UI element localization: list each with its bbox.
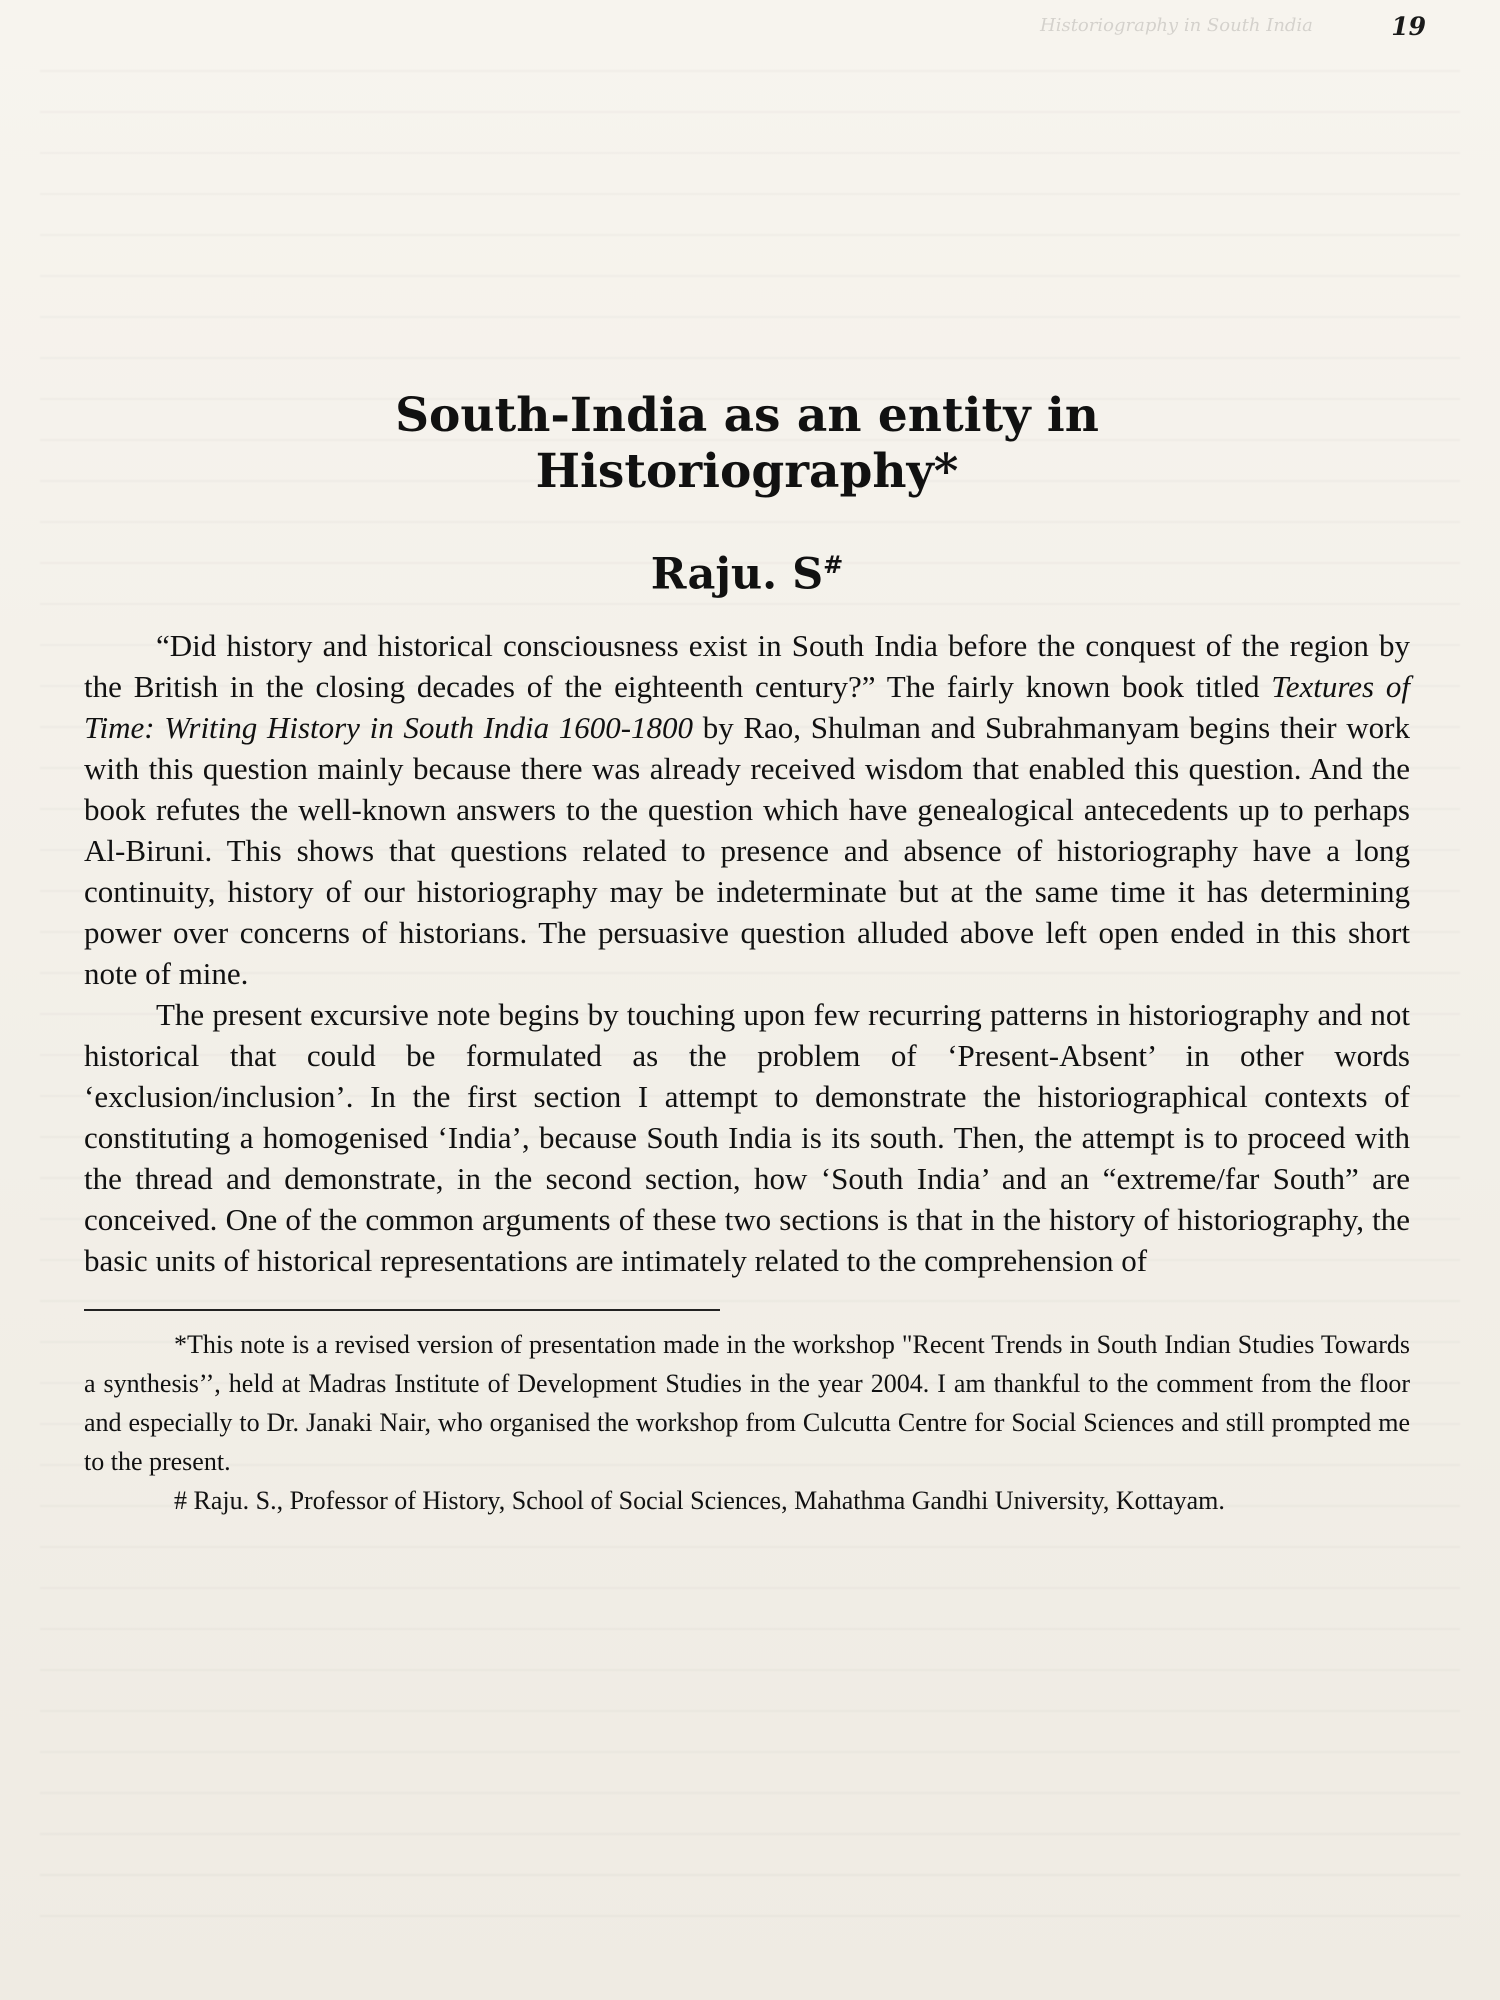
- article-title: [84, 388, 1410, 500]
- faint-running-header: Historiography in South India: [1040, 15, 1313, 36]
- author-marker: #: [823, 550, 844, 579]
- paragraph-1: [84, 625, 1410, 994]
- footnotes: [84, 1325, 1410, 1520]
- article-title-line-1: South-India as an entity in: [395, 388, 1099, 443]
- page-number: 19: [1391, 12, 1426, 41]
- footnote-divider: [84, 1309, 720, 1311]
- article-body: [84, 625, 1410, 1281]
- footnote-author-affiliation: # Raju. S., Professor of History, School of Social Sciences, Mahathma Gandhi University, Kottayam.: [174, 1486, 1225, 1516]
- book-title: Textures of Time: Writing History in South India 1600-1800: [84, 669, 1410, 746]
- footnote-workshop: *This note is a revised version of presentation made in the workshop "Recent Trends in South Indian Studies Towards a synthesis’’, held at Madras Institute of Development Studies in the year 2004. I am thankful to the comment from the floor and especially to Dr. Janaki Nair, who organised the workshop from Culcutta Centre for Social Sciences and still prompted me to the present.: [84, 1330, 1410, 1477]
- article-content: [84, 388, 1410, 1520]
- paragraph-1-text-end: by Rao, Shulman and Subrahmanyam begins their work with this question mainly because there was already received wisdom that enabled this question. And the book refutes the well-known answers to the question which have genealogical antecedents up to perhaps Al-Biruni. This shows that questions related to presence and absence of historiography have a long continuity, history of our historiography may be indeterminate but at the same time it has determining power over concerns of historians. The persuasive question alluded above left open ended in this short note of mine.: [84, 710, 1410, 992]
- article-title-line-2: Historiography*: [535, 444, 959, 499]
- author-name-text: Raju. S: [650, 549, 824, 600]
- paragraph-1-text-start: “Did history and historical consciousness exist in South India before the conquest of the region by the British in the closing decades of the eighteenth century?” The fairly known book titled: [84, 628, 1410, 705]
- paragraph-2: The present excursive note begins by touching upon few recurring patterns in historiography and not historical that could be formulated as the problem of ‘Present-Absent’ in other words ‘exclusion/inclusion’. In the first section I attempt to demonstrate the historiographical contexts of constituting a homogenised ‘India’, because South India is its south. Then, the attempt is to proceed with the thread and demonstrate, in the second section, how ‘South India’ and an “extreme/far South” are conceived. One of the common arguments of these two sections is that in the history of historiography, the basic units of historical representations are intimately related to the comprehension of: [84, 997, 1410, 1279]
- author-name: [84, 540, 1410, 599]
